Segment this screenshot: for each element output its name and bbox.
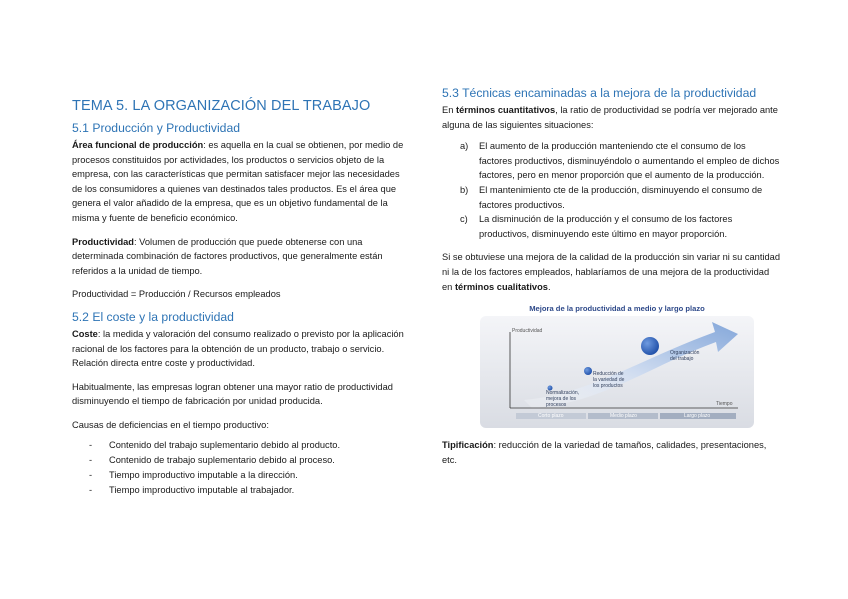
left-column (72, 98, 410, 498)
right-column (442, 86, 780, 467)
causes-intro: Causas de deficiencias en el tiempo productivo: (72, 419, 269, 430)
productivity-definition: : Volumen de producción que puede obtenerse con una determinada combinación de factores productivos, que generalmente están referidos a la unidad de tiempo. (72, 236, 383, 276)
dash-bullet: - (89, 439, 93, 450)
causes-list (72, 438, 410, 499)
tipification-paragraph: Tipificación: reducción de la variedad de tamaños, calidades, presentaciones, etc. (442, 440, 767, 465)
figure-footer-medium: Medio plazo (610, 413, 637, 420)
dash-bullet: - (89, 454, 93, 465)
qualitative-paragraph: Si se obtuviese una mejora de la calidad de la producción sin variar ni su cantidad ni la de los factores empleados, hablaríamos de una mejora de la productividad en términos cualitativos. (442, 252, 780, 292)
point-mid (584, 367, 592, 375)
qualitative-term: términos cualitativos (454, 281, 548, 292)
list-item: - Contenido del trabajo suplementario debido al producto. (89, 438, 410, 453)
figure-title: Mejora de la productividad a medio y largo plazo (529, 304, 705, 314)
list-item: - Tiempo improductivo imputable a la dirección. (89, 468, 410, 483)
figure-x-label: Tiempo (716, 401, 733, 408)
habitual-paragraph: Habitualmente, las empresas logran obtener una mayor ratio de productividad disminuyendo el tiempo de fabricación por unidad producida. (72, 381, 393, 407)
cost-definition: : la medida y valoración del consumo realizado o previsto por la aplicación racional de los factores para la obtención de un producto, trabajo o servicio. Relación directa entre coste y productividad. (72, 328, 404, 369)
cost-term: Coste (72, 328, 98, 339)
cost-paragraph (72, 327, 410, 371)
figure-y-label: Productividad (512, 328, 543, 335)
section-5-2-heading: 5.2 El coste y la productividad (72, 309, 234, 324)
point-high (641, 337, 659, 355)
list-item: a) El aumento de la producción manteniendo cte el consumo de los factores productivos, disminuyéndolo o aumentando el empleo de dichos factores, pero en menor proporción que el aumento de la producción. (460, 141, 780, 181)
production-area-paragraph (72, 138, 410, 226)
section-5-1-heading: 5.1 Producción y Productividad (72, 121, 241, 135)
figure-label-mid: Reducción de la variedad de los productos (593, 371, 625, 390)
figure-footer-long: Largo plazo (684, 413, 711, 420)
production-area-term: Área funcional de producción (72, 140, 204, 150)
production-area-definition: : es aquella en la cual se obtienen, por medio de procesos constituidos por actividades, los productos o servicios objeto de la empresa, con las características que permitan satisfacer mejor las necesidades de los consumidores a quienes van destinados tales productos. Es el área que genera el valor añadido de la empresa, que es un objetivo fundamental de la misma y fuente de beneficio económico. (72, 140, 404, 223)
figure-label-high: Organización del trabajo (670, 350, 700, 363)
productivity-paragraph (72, 235, 410, 279)
figure-footer-short: Corto plazo (538, 413, 564, 420)
dash-bullet: - (89, 469, 93, 480)
figure-label-low: Normalización, mejora de los procesos (546, 390, 580, 409)
productivity-formula: Productividad = Producción / Recursos empleados (72, 289, 281, 300)
situations-list (442, 139, 780, 241)
productivity-term: Productividad (72, 236, 134, 247)
dash-bullet: - (89, 485, 93, 496)
tipification-term: Tipificación (442, 440, 494, 451)
list-item: - Contenido de trabajo suplementario debido al proceso. (89, 453, 410, 468)
quantitative-term: términos cuantitativos (455, 105, 556, 115)
section-5-3-heading: 5.3 Técnicas encaminadas a la mejora de la productividad (442, 86, 757, 100)
list-item: - Tiempo improductivo imputable al trabajador. (89, 483, 410, 498)
page-title: TEMA 5. LA ORGANIZACIÓN DEL TRABAJO (72, 98, 371, 114)
productivity-figure (480, 304, 754, 428)
productivity-figure-graphic (480, 304, 754, 428)
list-item: c) La disminución de la producción y el consumo de los factores productivos, disminuyendo este último en mayor proporción. (460, 214, 733, 239)
list-item: b) El mantenimiento cte de la producción, disminuyendo el consumo de factores productivos. (460, 184, 763, 210)
quantitative-intro: En términos cuantitativos, la ratio de productividad se podría ver mejorado ante alguna de las siguientes situaciones: (442, 105, 778, 130)
